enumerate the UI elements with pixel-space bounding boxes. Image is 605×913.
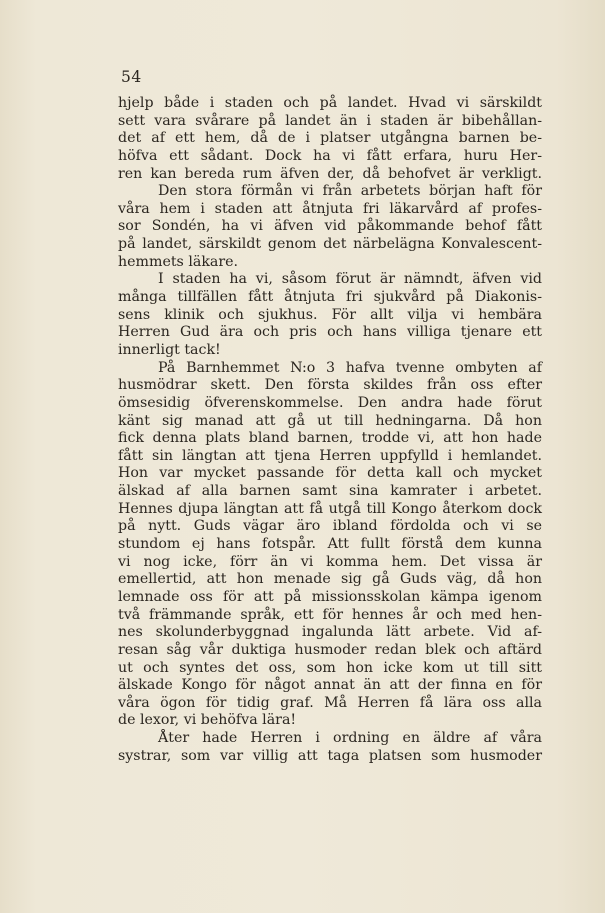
text-line: husmödrar skett. Den första skildes från oss efter (118, 377, 542, 394)
text-line: ömsesidig öfverenskommelse. Den andra hade förut (118, 394, 542, 411)
text-line: Herren Gud ära och pris och hans villiga tjenare ett (118, 324, 542, 341)
text-line: sett vara svårare på landet än i staden är bibehållan- (118, 112, 542, 129)
text-line: fick denna plats bland barnen, trodde vi, att hon hade (118, 430, 542, 447)
text-line: lemnade oss för att på missionsskolan kämpa igenom (118, 588, 542, 605)
text-line: ren kan bereda rum äfven der, då behofvet är verkligt. (118, 165, 542, 182)
text-line: höfva ett sådant. Dock ha vi fått erfara, huru Her- (118, 147, 542, 164)
page-number: 54 (121, 68, 142, 86)
text-line: vi nog icke, förr än vi komma hem. Det vissa är (118, 553, 542, 570)
text-line: hjelp både i staden och på landet. Hvad vi särskildt (118, 95, 542, 111)
text-line: våra hem i staden att åtnjuta fri läkarvård af profes- (118, 200, 542, 217)
text-line: innerligt tack! (118, 341, 221, 358)
text-line: två främmande språk, ett för hennes år och med hen- (118, 606, 542, 623)
text-line: fått sin längtan att tjena Herren uppfylld i hemlandet. (118, 447, 542, 464)
text-line: resan såg vår duktiga husmoder redan blek och aftärd (118, 641, 542, 658)
text-line: nes skolunderbyggnad ingalunda lätt arbete. Vid af- (118, 624, 542, 641)
text-line: det af ett hem, då de i platser utgångna barnen be- (118, 130, 542, 147)
text-line: emellertid, att hon menade sig gå Guds väg, då hon (118, 571, 542, 588)
text-line: hemmets läkare. (118, 253, 239, 270)
text-line: älskade Kongo för något annat än att der finna en för (118, 677, 542, 694)
text-line: på landet, särskildt genom det närbelägna Konvalescent- (118, 236, 542, 253)
text-line: sens klinik och sjukhus. För allt vilja vi hembära (118, 306, 542, 323)
body-text (118, 95, 542, 765)
text-line: våra ögon för tidig graf. Må Herren få lära oss alla (118, 694, 542, 711)
text-line: systrar, som var villig att taga platsen som husmoder (118, 747, 542, 764)
text-line: på nytt. Guds vägar äro ibland fördolda och vi se (118, 518, 542, 535)
text-line: Hon var mycket passande för detta kall och mycket (118, 465, 542, 482)
text-line: Åter hade Herren i ordning en äldre af våra (158, 730, 542, 747)
text-line: I staden ha vi, såsom förut är nämndt, äfven vid (158, 271, 542, 288)
text-line: de lexor, vi behöfva lära! (118, 712, 297, 729)
text-line: På Barnhemmet N:o 3 hafva tvenne ombyten af (158, 359, 542, 376)
text-line: älskad af alla barnen samt sina kamrater i arbetet. (118, 483, 542, 500)
text-line: känt sig manad att gå ut till hedningarna. Då hon (118, 412, 542, 429)
text-line: sor Sondén, ha vi äfven vid påkommande behof fått (118, 218, 542, 235)
text-line: ut och syntes det oss, som hon icke kom ut till sitt (118, 659, 542, 676)
text-line: Den stora förmån vi från arbetets början haft för (158, 183, 542, 200)
text-line: många tillfällen fått åtnjuta fri sjukvård på Diakonis- (118, 289, 542, 306)
text-line: Hennes djupa längtan att få utgå till Kongo återkom dock (118, 500, 542, 517)
text-line: stundom ej hans fotspår. Att fullt förstå dem kunna (118, 536, 542, 553)
